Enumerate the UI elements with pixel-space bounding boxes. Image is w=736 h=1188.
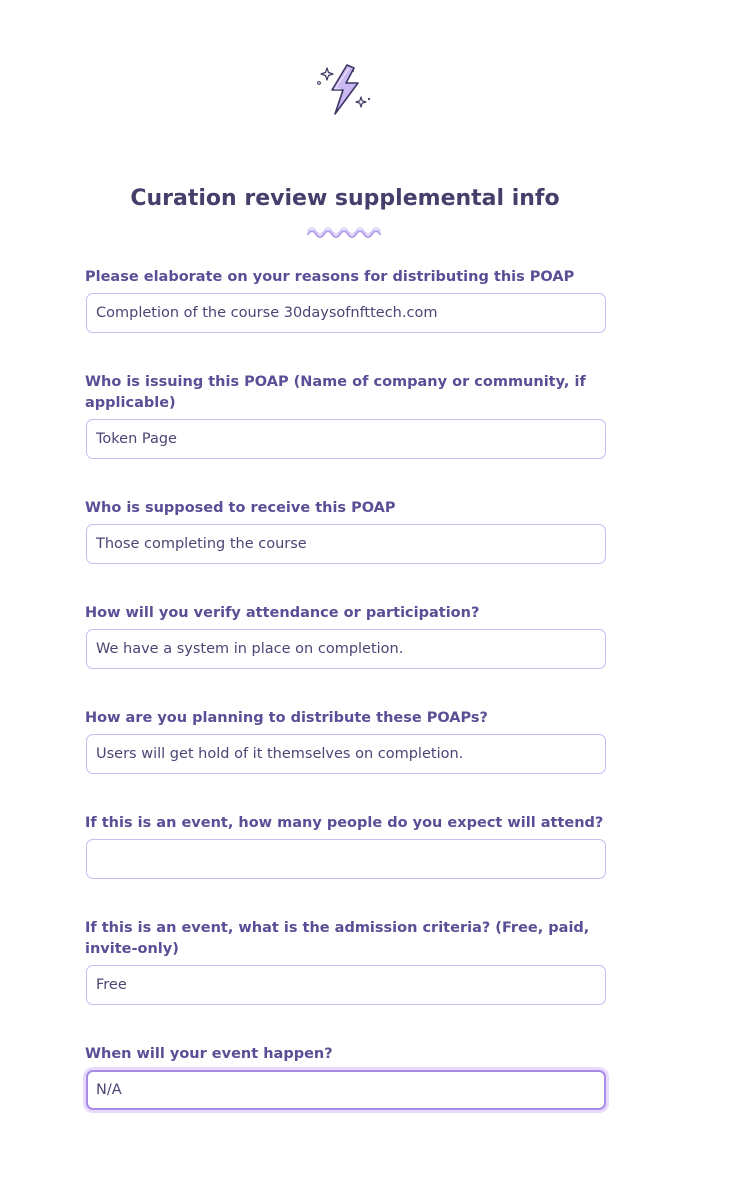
field-label: Please elaborate on your reasons for distributing this POAP	[85, 269, 575, 285]
field-label: How are you planning to distribute these POAPs?	[85, 710, 488, 726]
field-recipients	[85, 498, 607, 564]
field-label: If this is an event, how many people do you expect will attend?	[85, 815, 604, 831]
event-date-input[interactable]	[86, 1070, 606, 1110]
field-verification	[85, 603, 607, 669]
attendance-input[interactable]	[86, 839, 606, 879]
field-distribution	[85, 708, 607, 774]
lightning-sparkle-icon	[314, 62, 372, 118]
field-label: If this is an event, what is the admission criteria? (Free, paid, invite-only)	[85, 920, 590, 957]
field-reasons	[85, 267, 607, 333]
admission-input[interactable]	[86, 965, 606, 1005]
field-admission	[85, 918, 607, 1005]
field-attendance	[85, 813, 607, 879]
field-label: How will you verify attendance or participation?	[85, 605, 480, 621]
field-label: When will your event happen?	[85, 1046, 333, 1062]
page-title: Curation review supplemental info	[130, 186, 560, 211]
issuer-input[interactable]	[86, 419, 606, 459]
verification-input[interactable]	[86, 629, 606, 669]
wave-divider-icon	[306, 225, 384, 239]
reasons-input[interactable]	[86, 293, 606, 333]
field-event-date	[85, 1044, 607, 1110]
distribution-input[interactable]	[86, 734, 606, 774]
field-issuer	[85, 372, 607, 459]
field-label: Who is issuing this POAP (Name of company or community, if applicable)	[85, 374, 586, 411]
field-label: Who is supposed to receive this POAP	[85, 500, 396, 516]
recipients-input[interactable]	[86, 524, 606, 564]
